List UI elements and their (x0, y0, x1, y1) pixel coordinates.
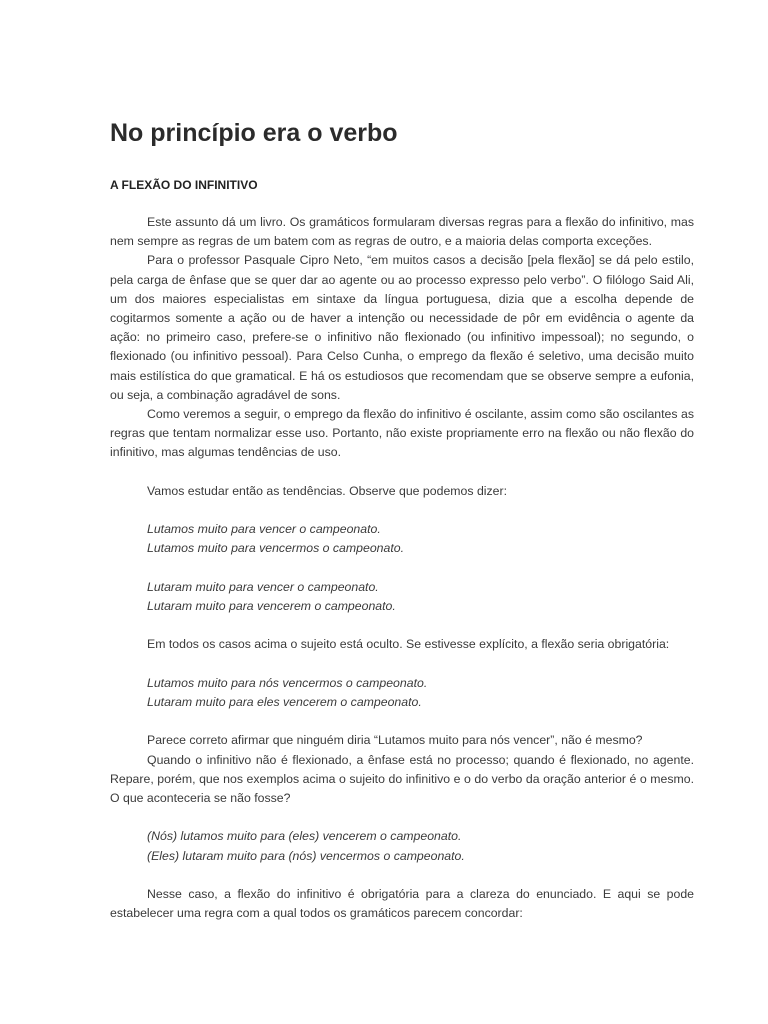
article-text (110, 213, 694, 923)
paragraph: Para o professor Pasquale Cipro Neto, “em muitos casos a decisão [pela flexão] se dá pelo estilo, pela carga de ênfase que se quer dar ao agente ou ao processo expresso pelo verbo”. O filólogo Said Ali, um dos maiores especialistas em sintaxe da língua portuguesa, dizia que a escolha depende de cogitarmos somente a ação ou de haver a intenção ou necessidade de pôr em evidência o agente da ação: no primeiro caso, prefere-se o infinitivo não flexionado (ou infinitivo impessoal); no segundo, o flexionado (ou infinitivo pessoal). Para Celso Cunha, o emprego da flexão é seletivo, uma decisão muito mais estilística do que gramatical. E há os estudiosos que recomendam que se observe sempre a eufonia, ou seja, a combinação agradável de sons. (110, 253, 694, 402)
paragraph: Parece correto afirmar que ninguém diria “Lutamos muito para nós vencer”, não é mesmo? (147, 733, 643, 748)
example-sentence: (Eles) lutaram muito para (nós) vencermos o campeonato. (147, 848, 465, 863)
example-sentence: Lutamos muito para vencermos o campeonato. (147, 541, 405, 556)
paragraph: Vamos estudar então as tendências. Observe que podemos dizer: (147, 483, 508, 498)
paragraph: Quando o infinitivo não é flexionado, a ênfase está no processo; quando é flexionado, no agente. Repare, porém, que nos exemplos acima o sujeito do infinitivo e o do verbo da oração anterior é o mesmo. O que aconteceria se não fosse? (110, 752, 694, 805)
section-heading: A FLEXÃO DO INFINITIVO (110, 178, 258, 192)
paragraph: Nesse caso, a flexão do infinitivo é obrigatória para a clareza do enunciado. E aqui se pode estabelecer uma regra com a qual todos os gramáticos parecem concordar: (110, 886, 694, 921)
paragraph: Em todos os casos acima o sujeito está oculto. Se estivesse explícito, a flexão seria obrigatória: (147, 637, 670, 652)
example-sentence: Lutaram muito para eles vencerem o campeonato. (147, 695, 422, 709)
paragraph: Como veremos a seguir, o emprego da flexão do infinitivo é oscilante, assim como são oscilantes as regras que tentam normalizar esse uso. Portanto, não existe propriamente erro na flexão ou não flexão do infinitivo, mas algumas tendências de uso. (110, 407, 694, 460)
example-sentence: Lutaram muito para vencer o campeonato. (147, 579, 379, 594)
example-sentence: Lutaram muito para vencerem o campeonato. (147, 599, 396, 614)
example-sentence: Lutamos muito para vencer o campeonato. (147, 522, 381, 537)
document-body (110, 116, 694, 923)
example-sentence: (Nós) lutamos muito para (eles) vencerem o campeonato. (147, 829, 462, 844)
example-sentence: Lutamos muito para nós vencermos o campeonato. (147, 675, 428, 690)
paragraph: Este assunto dá um livro. Os gramáticos formularam diversas regras para a flexão do infinitivo, mas nem sempre as regras de um batem com as regras de outro, e a maioria delas comporta exceções. (110, 215, 694, 249)
page-title: No princípio era o verbo (110, 119, 398, 147)
